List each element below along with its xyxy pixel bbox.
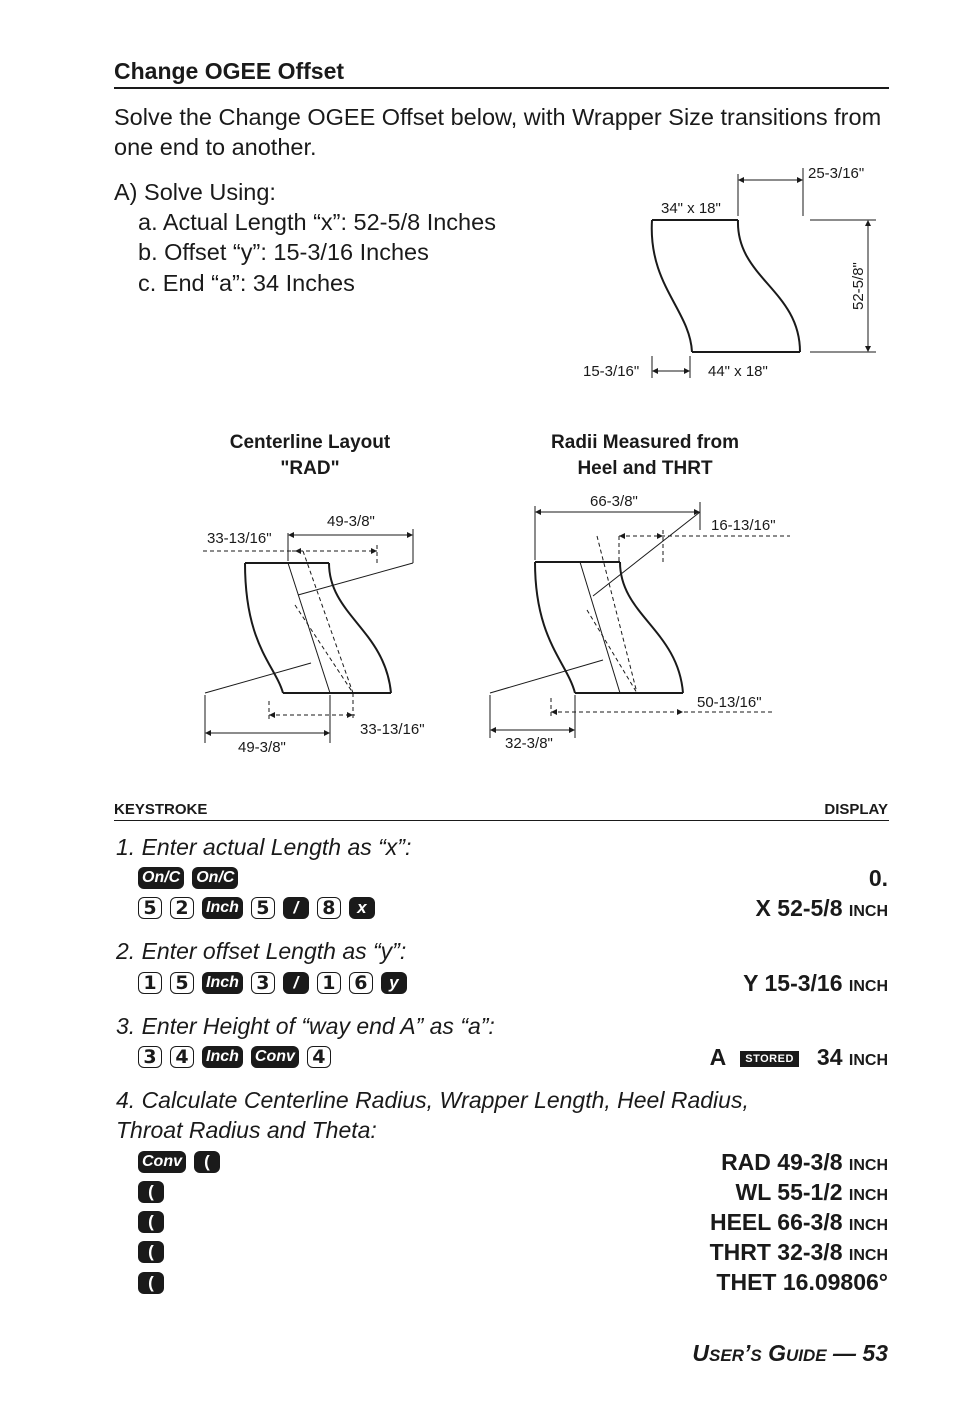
footer-s: S xyxy=(750,1346,762,1365)
fraction-key[interactable]: / xyxy=(283,972,309,994)
rad-display-value: RAD 49-3/8 xyxy=(721,1149,843,1175)
ogee-offset-diagram xyxy=(570,160,900,390)
page-heading: Change OGEE Offset xyxy=(114,58,889,89)
conv-key[interactable]: Conv xyxy=(251,1046,299,1068)
step-1-display-1: 0. xyxy=(868,865,888,891)
column-rule xyxy=(114,820,889,821)
unit-label: INCH xyxy=(848,978,888,995)
conv-key[interactable]: Conv xyxy=(138,1151,186,1173)
thet-display: THET 16.09806° xyxy=(716,1269,888,1295)
unit-label: INCH xyxy=(848,1247,888,1264)
step-2-display-value: Y 15-3/16 xyxy=(743,970,843,996)
step-3-display-letter: A xyxy=(709,1044,727,1070)
centerline-layout-diagram xyxy=(195,505,455,765)
paren-key[interactable]: ( xyxy=(138,1181,164,1203)
right-diagram-title-line2: Heel and THRT xyxy=(577,458,713,479)
step-4-keys-row-2 xyxy=(138,1181,164,1203)
footer-u: U xyxy=(692,1340,710,1366)
step-4-keys-row-3 xyxy=(138,1211,164,1233)
right-top-dim-label: 66-3/8" xyxy=(590,493,638,510)
step-4-label-line1: 4. Calculate Centerline Radius, Wrapper Length, Heel Radius, xyxy=(116,1087,749,1113)
top-offset-label: 25-3/16" xyxy=(808,165,865,182)
on-c-key[interactable]: On/C xyxy=(192,867,238,889)
step-1-label: 1. Enter actual Length as “x”: xyxy=(116,834,412,860)
footer-apostrophe: ’ xyxy=(743,1340,751,1366)
paren-key[interactable]: ( xyxy=(138,1272,164,1294)
left-top-dim-label: 49-3/8" xyxy=(327,513,375,530)
paren-key[interactable]: ( xyxy=(194,1151,220,1173)
heel-display xyxy=(710,1209,888,1236)
step-1-keys-row-2 xyxy=(138,897,375,919)
left-diagram-title-line1: Centerline Layout xyxy=(229,432,391,453)
rad-display xyxy=(721,1149,888,1176)
right-diagram-title-line1: Radii Measured from xyxy=(551,432,739,453)
footer-ser: SER xyxy=(709,1346,744,1365)
page-footer xyxy=(692,1340,888,1367)
left-diagram-title-line2: "RAD" xyxy=(280,458,340,479)
key-8[interactable]: 8 xyxy=(317,897,341,919)
bottom-offset-label: 15-3/16" xyxy=(583,363,640,380)
side-length-label: 52-5/8" xyxy=(850,262,867,310)
radii-heel-thrt-diagram xyxy=(485,490,795,760)
footer-page-number: — 53 xyxy=(826,1340,888,1366)
key-3[interactable]: 3 xyxy=(138,1046,162,1068)
paren-key[interactable]: ( xyxy=(138,1241,164,1263)
top-size-label: 34" x 18" xyxy=(661,200,721,217)
step-2-display xyxy=(743,970,888,997)
inch-key[interactable]: Inch xyxy=(202,972,243,994)
step-4-keys-row-4 xyxy=(138,1241,164,1263)
step-1-display-2 xyxy=(756,895,888,922)
footer-uide: UIDE xyxy=(786,1346,827,1365)
solve-item-b: b. Offset “y”: 15-3/16 Inches xyxy=(138,239,429,265)
step-2-label: 2. Enter offset Length as “y”: xyxy=(116,938,407,964)
step-4-keys-row-5 xyxy=(138,1272,164,1294)
key-2[interactable]: 2 xyxy=(170,897,194,919)
unit-label: INCH xyxy=(848,1157,888,1174)
paren-key[interactable]: ( xyxy=(138,1211,164,1233)
right-diagram-title xyxy=(520,430,770,482)
key-1[interactable]: 1 xyxy=(138,972,162,994)
footer-g: G xyxy=(761,1340,786,1366)
key-3[interactable]: 3 xyxy=(251,972,275,994)
thrt-display xyxy=(710,1239,888,1266)
heel-display-value: HEEL 66-3/8 xyxy=(709,1209,843,1235)
solve-item-c: c. End “a”: 34 Inches xyxy=(138,270,355,296)
key-4[interactable]: 4 xyxy=(170,1046,194,1068)
step-3-display-value: 34 xyxy=(816,1044,843,1070)
step-1-keys-row-1 xyxy=(138,867,238,889)
unit-label: INCH xyxy=(848,1187,888,1204)
left-bottom-right-dim-label: 33-13/16" xyxy=(360,721,425,738)
wl-display xyxy=(736,1179,888,1206)
solve-title: A) Solve Using: xyxy=(114,179,276,205)
intro-paragraph: Solve the Change OGEE Offset below, with Wrapper Size transitions from one end to another. xyxy=(114,104,882,160)
step-3-display xyxy=(710,1044,888,1071)
on-c-key[interactable]: On/C xyxy=(138,867,184,889)
unit-label: INCH xyxy=(848,1052,888,1069)
right-top-right-dim-label: 16-13/16" xyxy=(711,517,776,534)
wl-display-value: WL 55-1/2 xyxy=(735,1179,843,1205)
right-bottom-right-dim-label: 50-13/16" xyxy=(697,694,762,711)
solve-item-a: a. Actual Length “x”: 52-5/8 Inches xyxy=(138,209,496,235)
step-4-label-line2: Throat Radius and Theta: xyxy=(116,1117,377,1143)
keystroke-column-header: KEYSTROKE xyxy=(114,801,208,818)
step-2-keys xyxy=(138,972,407,994)
display-column-header: DISPLAY xyxy=(824,801,888,818)
step-3-label: 3. Enter Height of “way end A” as “a”: xyxy=(116,1013,495,1039)
x-key[interactable]: x xyxy=(349,897,375,919)
left-top-left-dim-label: 33-13/16" xyxy=(207,530,272,547)
left-bottom-dim-label: 49-3/8" xyxy=(238,739,286,756)
right-bottom-dim-label: 32-3/8" xyxy=(505,735,553,752)
bottom-size-label: 44" x 18" xyxy=(708,363,768,380)
fraction-key[interactable]: / xyxy=(283,897,309,919)
inch-key[interactable]: Inch xyxy=(202,897,243,919)
inch-key[interactable]: Inch xyxy=(202,1046,243,1068)
key-5[interactable]: 5 xyxy=(251,897,275,919)
stored-indicator: STORED xyxy=(740,1051,799,1067)
step-1-display-value: X 52-5/8 xyxy=(755,895,843,921)
unit-label: INCH xyxy=(848,903,888,920)
key-1[interactable]: 1 xyxy=(317,972,341,994)
step-3-keys xyxy=(138,1046,331,1068)
thrt-display-value: THRT 32-3/8 xyxy=(709,1239,843,1265)
y-key[interactable]: y xyxy=(381,972,407,994)
step-4-keys-row-1 xyxy=(138,1151,220,1173)
key-4[interactable]: 4 xyxy=(307,1046,331,1068)
key-5[interactable]: 5 xyxy=(138,897,162,919)
unit-label: INCH xyxy=(848,1217,888,1234)
key-6[interactable]: 6 xyxy=(349,972,373,994)
key-5[interactable]: 5 xyxy=(170,972,194,994)
left-diagram-title xyxy=(200,430,420,482)
